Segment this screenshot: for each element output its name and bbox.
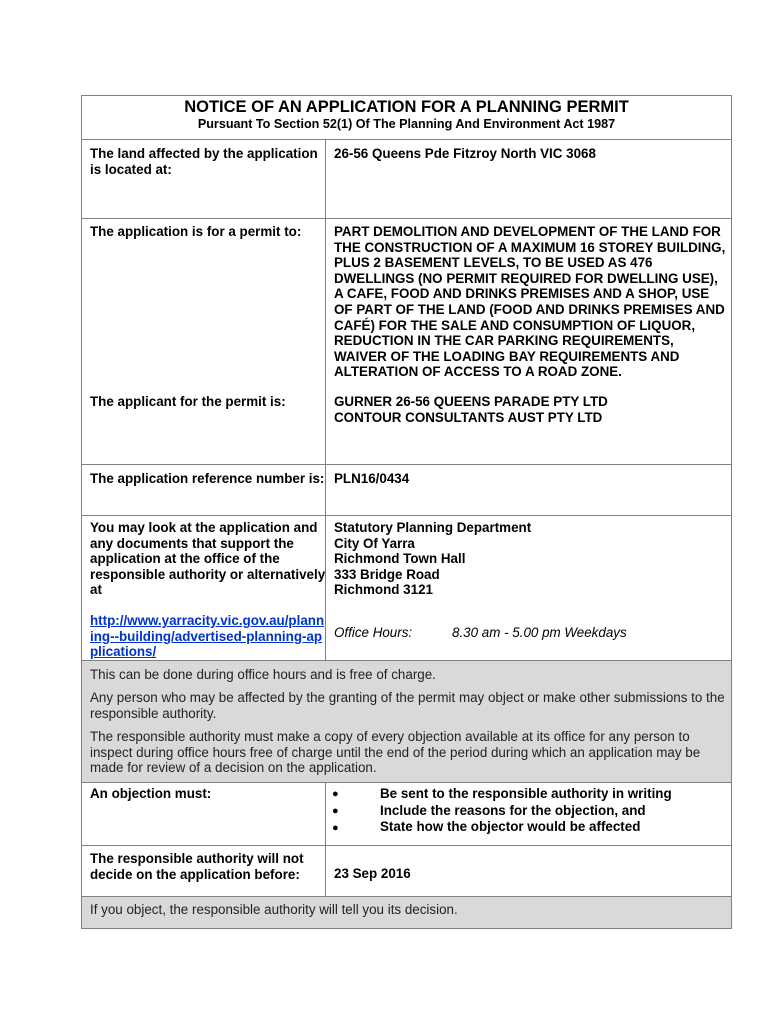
applicant-name-2: CONTOUR CONSULTANTS AUST PTY LTD	[334, 410, 603, 425]
advertised-applications-link-text[interactable]: http://www.yarracity.vic.gov.au/planning--building/advertised-planning-applications/	[90, 613, 325, 660]
objection-requirement-3: State how the objector would be affected	[380, 819, 641, 834]
address-line-3: Richmond Town Hall	[334, 551, 466, 566]
bullet-icon: ●	[332, 788, 339, 800]
objection-label: An objection must:	[90, 786, 212, 801]
applicant-label: The applicant for the permit is:	[90, 394, 286, 409]
bullet-icon: ●	[332, 805, 339, 817]
planning-notice-document	[81, 95, 732, 929]
office-hours-value: 8.30 am - 5.00 pm Weekdays	[452, 625, 627, 640]
decision-date: 23 Sep 2016	[334, 866, 411, 881]
info-paragraph-3: The responsible authority must make a copy of every objection available at its office for any person to inspect during office hours free of charge until the end of the period during which an application may be made for review of a decision on the application.	[90, 729, 701, 776]
decision-label: The responsible authority will not decide on the application before:	[90, 851, 304, 882]
address-line-2: City Of Yarra	[334, 536, 415, 551]
application-value: PART DEMOLITION AND DEVELOPMENT OF THE LAND FOR THE CONSTRUCTION OF A MAXIMUM 16 STOREY BUILDING, PLUS 2 BASEMENT LEVELS, TO BE USED AS 476 DWELLINGS (NO PERMIT REQUIRED FOR DWELLING USE), A CAFE, FOOD AND DRINKS PREMISES AND A SHOP, USE OF PART OF THE LAND (FOOD AND DRINKS PREMISES AND CAFÉ) FOR THE SALE AND CONSUMPTION OF LIQUOR, REDUCTION IN THE CAR PARKING REQUIREMENTS, WAIVER OF THE LOADING BAY REQUIREMENTS AND ALTERATION OF ACCESS TO A ROAD ZONE.	[334, 224, 726, 380]
divider	[82, 782, 731, 783]
office-hours-label: Office Hours:	[334, 625, 413, 640]
info-paragraph-1: This can be done during office hours and is free of charge.	[90, 667, 436, 682]
divider	[82, 218, 731, 219]
address-line-5: Richmond 3121	[334, 582, 433, 597]
reference-value: PLN16/0434	[334, 471, 410, 486]
footer-text: If you object, the responsible authority will tell you its decision.	[90, 902, 458, 917]
divider	[82, 139, 731, 140]
objection-requirement-1: Be sent to the responsible authority in writing	[380, 786, 672, 801]
page-subtitle: Pursuant To Section 52(1) Of The Planning And Environment Act 1987	[197, 117, 616, 131]
address-line-4: 333 Bridge Road	[334, 567, 440, 582]
application-label: The application is for a permit to:	[90, 224, 302, 239]
advertised-applications-link[interactable]	[90, 613, 326, 660]
divider	[82, 660, 731, 661]
inspect-label: You may look at the application and any documents that support the application at the office of the responsible authority or alternatively at	[90, 520, 326, 598]
bullet-icon: ●	[332, 822, 339, 834]
divider	[82, 464, 731, 465]
divider	[82, 845, 731, 846]
land-label: The land affected by the application is located at:	[90, 146, 318, 177]
info-paragraph-2: Any person who may be affected by the granting of the permit may object or make other submissions to the responsible authority.	[90, 690, 725, 721]
page-title: NOTICE OF AN APPLICATION FOR A PLANNING PERMIT	[184, 98, 629, 116]
divider	[82, 515, 731, 516]
land-value: 26-56 Queens Pde Fitzroy North VIC 3068	[334, 146, 596, 161]
applicant-name-1: GURNER 26-56 QUEENS PARADE PTY LTD	[334, 394, 608, 409]
address-line-1: Statutory Planning Department	[334, 520, 532, 535]
objection-requirement-2: Include the reasons for the objection, and	[380, 803, 646, 818]
reference-label: The application reference number is:	[90, 471, 325, 486]
